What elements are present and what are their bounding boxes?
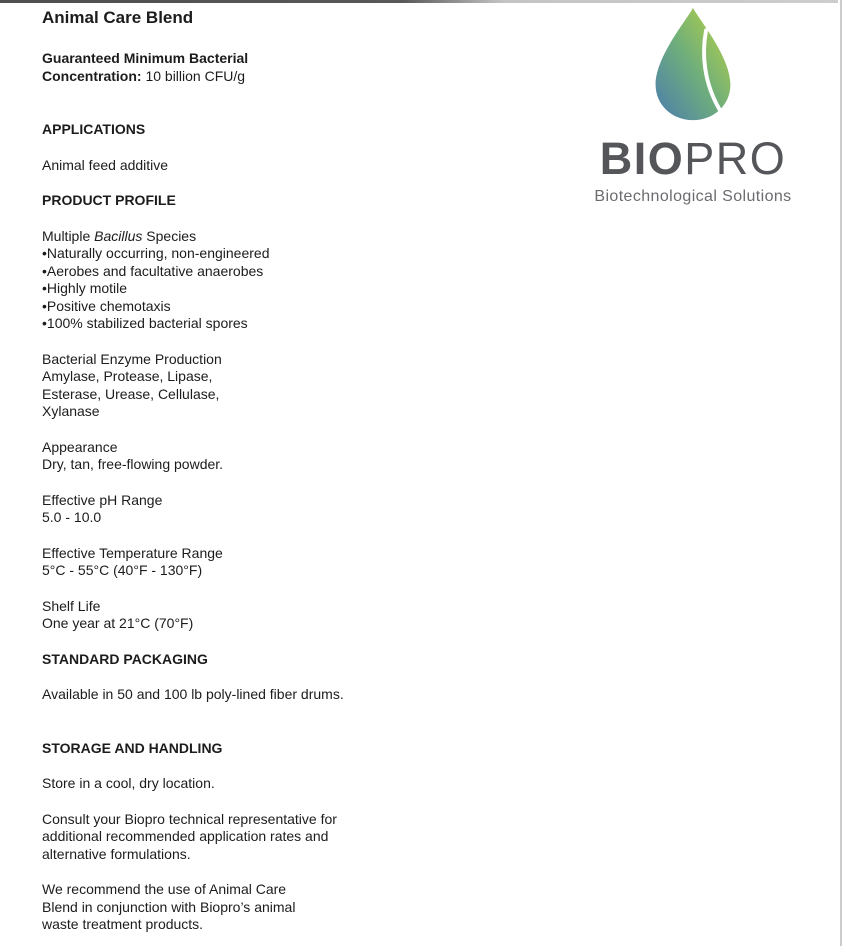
ph-range-value: 5.0 - 10.0 <box>42 509 102 525</box>
standard-packaging-body: Available in 50 and 100 lb poly-lined fiber drums. <box>42 686 344 702</box>
bullet-item: • Positive chemotaxis <box>42 298 472 316</box>
page-top-border <box>0 0 838 3</box>
enzyme-line: Esterase, Urease, Cellulase, <box>42 385 220 402</box>
species-bullet-list <box>42 245 472 333</box>
species-block <box>42 228 472 333</box>
appearance-block <box>42 439 472 474</box>
brand-wordmark <box>599 133 787 184</box>
bullet-item: • Highly motile <box>42 280 472 298</box>
species-name-italic: Bacillus <box>94 227 143 244</box>
brand-pro: PRO <box>684 133 787 184</box>
temperature-range-title: Effective Temperature Range <box>42 544 223 561</box>
leaf-drop-icon <box>646 6 740 122</box>
guaranteed-label-line1: Guaranteed Minimum Bacterial <box>42 50 249 66</box>
guaranteed-label-line2: Concentration: 10 billion CFU/g <box>42 67 246 84</box>
temperature-range-value: 5°C - 55°C (40°F - 130°F) <box>42 562 203 578</box>
bullet-item: • Naturally occurring, non-engineered <box>42 245 472 263</box>
standard-packaging-heading: STANDARD PACKAGING <box>42 650 208 667</box>
product-profile-heading: PRODUCT PROFILE <box>42 192 176 208</box>
enzyme-title: Bacterial Enzyme Production <box>42 350 222 367</box>
temperature-range-block <box>42 545 472 580</box>
bullet-item: • Aerobes and facultative anaerobes <box>42 263 472 281</box>
storage-para-1: Store in a cool, dry location. <box>42 775 215 791</box>
page-title: Animal Care Blend <box>42 8 194 27</box>
guaranteed-value: 10 billion CFU/g <box>141 67 246 84</box>
storage-para-3: We recommend the use of Animal Care Blend in conjunction with Biopro’s animal waste treatment products. <box>42 881 296 932</box>
shelf-life-title: Shelf Life <box>42 597 101 614</box>
storage-handling-heading: STORAGE AND HANDLING <box>42 739 223 756</box>
brand-tagline: Biotechnological Solutions <box>594 188 792 205</box>
page-right-border <box>840 0 842 946</box>
appearance-value: Dry, tan, free-flowing powder. <box>42 456 224 472</box>
datasheet-body <box>42 8 472 952</box>
ph-range-title: Effective pH Range <box>42 491 163 508</box>
brand-bio: BIO <box>599 133 685 184</box>
shelf-life-value: One year at 21°C (70°F) <box>42 615 194 631</box>
bullet-item: • 100% stabilized bacterial spores <box>42 315 472 333</box>
applications-heading: APPLICATIONS <box>42 121 146 137</box>
storage-para-2: Consult your Biopro technical representative for additional recommended application rates and alternative formulations. <box>42 810 337 862</box>
applications-body: Animal feed additive <box>42 156 169 173</box>
biopro-logo <box>583 6 803 206</box>
enzyme-production-block <box>42 351 472 421</box>
guaranteed-concentration <box>42 50 472 85</box>
species-line: Multiple Bacillus Species <box>42 227 197 244</box>
shelf-life-block <box>42 598 472 633</box>
enzyme-line: Amylase, Protease, Lipase, <box>42 368 213 384</box>
ph-range-block <box>42 492 472 527</box>
enzyme-line: Xylanase <box>42 403 100 419</box>
appearance-title: Appearance <box>42 438 118 455</box>
